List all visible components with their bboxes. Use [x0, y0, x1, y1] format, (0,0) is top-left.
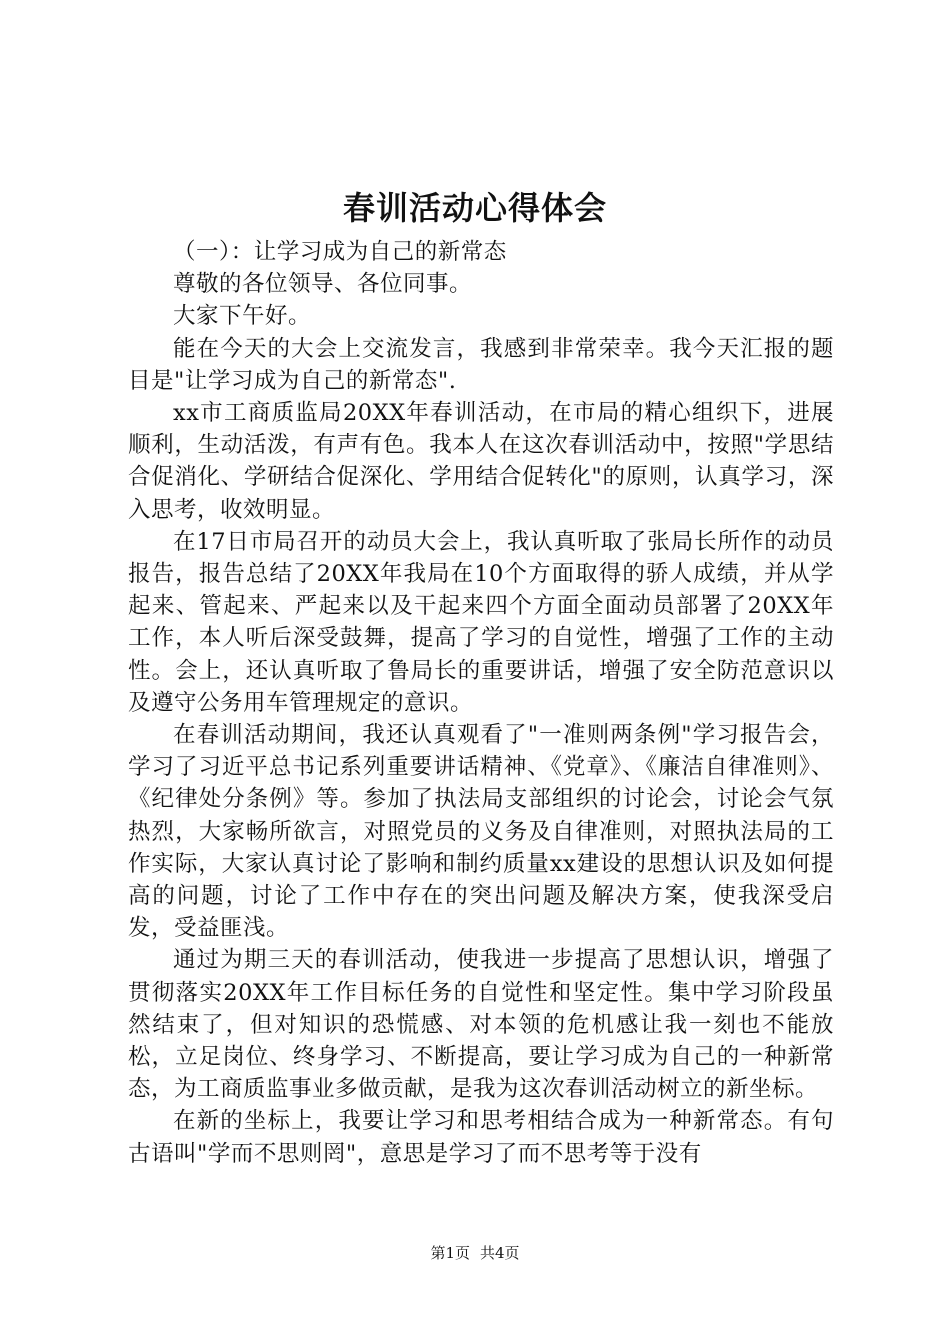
- paragraph: 在春训活动期间，我还认真观看了"一准则两条例"学习报告会，学习了习近平总书记系列重要讲话精神、《党章》、《廉洁自律准则》、《纪律处分条例》等。参加了执法局支部组织的讨论会，讨论会气氛热烈，大家畅所欲言，对照党员的义务及自律准则，对照执法局的工作实际，大家认真讨论了影响和制约质量xx建设的思想认识及如何提高的问题，讨论了工作中存在的突出问题及解决方案，使我深受启发，受益匪浅。: [128, 722, 834, 942]
- paragraph: 在17日市局召开的动员大会上，我认真听取了张局长所作的动员报告，报告总结了20XX年我局在10个方面取得的骄人成绩，并从学起来、管起来、严起来以及干起来四个方面全面动员部署了20XX年工作，本人听后深受鼓舞，提高了学习的自觉性，增强了工作的主动性。会上，还认真听取了鲁局长的重要讲话，增强了安全防范意识以及遵守公务用车管理规定的意识。: [128, 528, 834, 716]
- page-footer: [0, 1243, 950, 1263]
- paragraph: 在新的坐标上，我要让学习和思考相结合成为一种新常态。有句古语叫"学而不思则罔"，意思是学习了而不思考等于没有: [128, 1108, 834, 1167]
- paragraph: xx市工商质监局20XX年春训活动，在市局的精心组织下，进展顺利，生动活泼，有声有色。我本人在这次春训活动中，按照"学思结合促消化、学研结合促深化、学用结合促转化"的原则，认真学习，深入思考，收效明显。: [128, 400, 834, 523]
- document-body: [128, 236, 834, 1170]
- page-number: 第1页: [430, 1244, 470, 1262]
- document-title: 春训活动心得体会: [342, 189, 607, 227]
- page-total: 共4页: [480, 1244, 520, 1262]
- section-heading: （一）：让学习成为自己的新常态: [173, 239, 507, 265]
- greeting: 大家下午好。: [173, 303, 312, 330]
- salutation: 尊敬的各位领导、各位同事。: [173, 271, 473, 298]
- paragraph: 通过为期三天的春训活动，使我进一步提高了思想认识，增强了贯彻落实20XX年工作目标任务的自觉性和坚定性。集中学习阶段虽然结束了，但对知识的恐慌感、对本领的危机感让我一刻也不能放松，立足岗位、终身学习、不断提高，要让学习成为自己的一种新常态，为工商质监事业多做贡献，是我为这次春训活动树立的新坐标。: [128, 947, 834, 1103]
- paragraph: 能在今天的大会上交流发言，我感到非常荣幸。我今天汇报的题目是"让学习成为自己的新常态".: [128, 335, 834, 394]
